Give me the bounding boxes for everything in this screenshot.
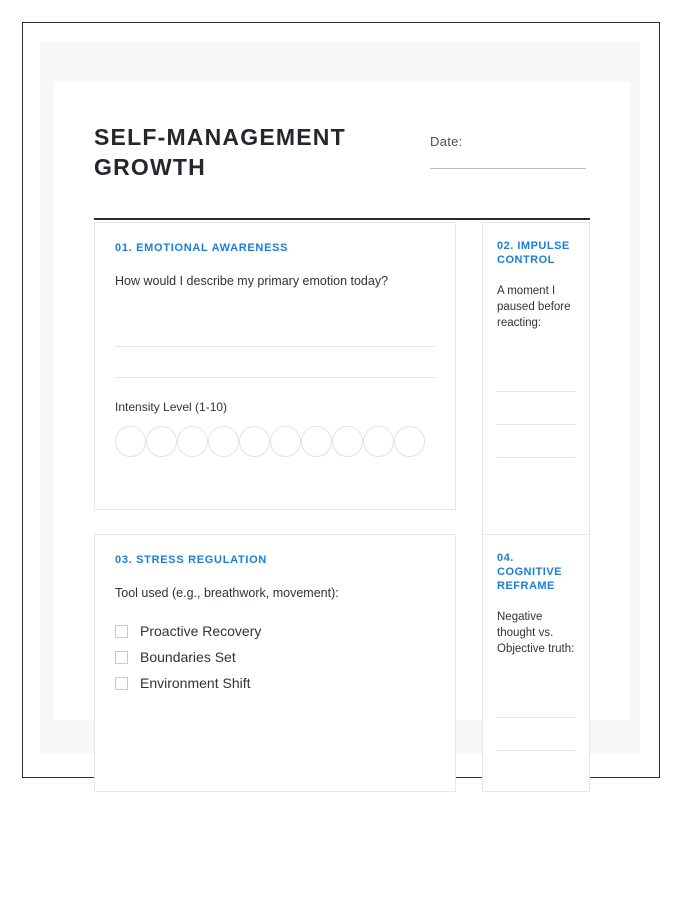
scale-circle[interactable] <box>394 426 425 457</box>
write-line[interactable] <box>497 392 575 425</box>
section-card-stress-regulation <box>94 534 456 792</box>
checkbox-label: Boundaries Set <box>140 649 236 665</box>
checkbox-row[interactable] <box>115 670 435 696</box>
write-line[interactable] <box>497 425 575 458</box>
scale-circle[interactable] <box>332 426 363 457</box>
checkbox-icon[interactable] <box>115 677 128 690</box>
write-lines[interactable] <box>115 316 435 378</box>
section-prompt: Tool used (e.g., breathwork, movement): <box>115 586 339 600</box>
section-heading: 02. IMPULSE CONTROL <box>497 240 570 266</box>
section-heading: 04. COGNITIVE REFRAME <box>497 552 563 592</box>
section-card-emotional-awareness <box>94 222 456 510</box>
scale-circle[interactable] <box>363 426 394 457</box>
write-line[interactable] <box>497 685 575 718</box>
checkbox-icon[interactable] <box>115 625 128 638</box>
worksheet-header <box>94 114 590 220</box>
checkbox-row[interactable] <box>115 644 435 670</box>
scale-circle[interactable] <box>177 426 208 457</box>
scale-circle[interactable] <box>270 426 301 457</box>
page-title: SELF-MANAGEMENT GROWTH <box>94 124 346 180</box>
section-prompt: A moment I paused before reacting: <box>497 285 571 329</box>
date-field[interactable] <box>430 134 590 169</box>
section-prompt: How would I describe my primary emotion today? <box>115 274 389 288</box>
write-line[interactable] <box>497 359 575 392</box>
section-heading: 03. STRESS REGULATION <box>115 554 268 566</box>
checkbox-label: Proactive Recovery <box>140 623 262 639</box>
intensity-scale-label: Intensity Level (1-10) <box>115 400 228 414</box>
checkbox-label: Environment Shift <box>140 675 251 691</box>
write-lines[interactable] <box>497 359 575 458</box>
scale-circle[interactable] <box>301 426 332 457</box>
section-card-cognitive-reframe <box>482 534 590 792</box>
scale-circle[interactable] <box>146 426 177 457</box>
date-write-line[interactable] <box>430 167 586 169</box>
worksheet-sheet <box>54 82 630 720</box>
write-line[interactable] <box>115 347 435 378</box>
write-lines[interactable] <box>497 685 575 751</box>
checkbox-list <box>115 618 435 696</box>
checkbox-icon[interactable] <box>115 651 128 664</box>
section-prompt: Negative thought vs. Objective truth: <box>497 611 575 655</box>
scale-circle[interactable] <box>239 426 270 457</box>
checkbox-row[interactable] <box>115 618 435 644</box>
write-line[interactable] <box>497 718 575 751</box>
intensity-scale[interactable] <box>115 426 435 457</box>
section-heading: 01. EMOTIONAL AWARENESS <box>115 242 289 254</box>
date-label: Date: <box>430 134 463 149</box>
write-line[interactable] <box>115 316 435 347</box>
scale-circle[interactable] <box>115 426 146 457</box>
scale-circle[interactable] <box>208 426 239 457</box>
